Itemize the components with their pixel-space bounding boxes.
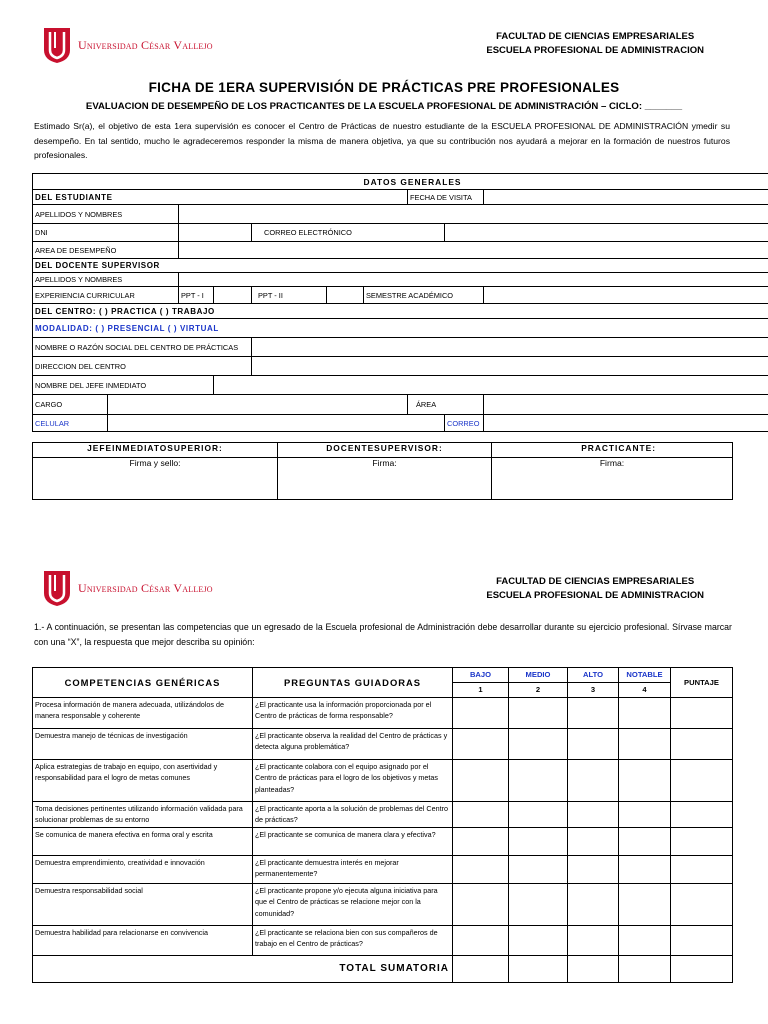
sig-jefe-header: JEFEINMEDIATOSUPERIOR: [33, 443, 278, 458]
total-bajo-cell[interactable] [453, 955, 509, 982]
faculty-name-2: FACULTAD DE CIENCIAS EMPRESARIALES [496, 576, 695, 587]
rating-cell-alto[interactable] [568, 728, 619, 759]
col-puntaje: PUNTAJE [671, 668, 733, 698]
rating-cell-bajo[interactable] [453, 697, 509, 728]
rating-cell-notable[interactable] [619, 697, 671, 728]
semestre-label: SEMESTRE ACADÉMICO [364, 287, 484, 304]
fecha-visita-label: FECHA DE VISITA [408, 190, 484, 205]
section-estudiante: DEL ESTUDIANTE [33, 190, 408, 205]
level-4-num: 4 [619, 683, 671, 698]
rating-cell-bajo[interactable] [453, 855, 509, 883]
competencies-table [32, 667, 733, 983]
rating-cell-notable[interactable] [619, 827, 671, 855]
signature-table [32, 442, 733, 500]
rating-cell-medio[interactable] [509, 883, 568, 925]
pregunta-cell: ¿El practicante se relaciona bien con sus compañeros de trabajo en el Centro de prácticas? [253, 925, 453, 955]
shield-icon [42, 569, 72, 607]
level-alto: ALTO [568, 668, 619, 683]
sig-docente-field[interactable]: Firma: [278, 458, 492, 500]
total-puntaje-cell[interactable] [671, 955, 733, 982]
puntaje-cell[interactable] [671, 697, 733, 728]
rating-cell-medio[interactable] [509, 728, 568, 759]
jefe-label: NOMBRE DEL JEFE INMEDIATO [33, 376, 214, 395]
competencia-cell: Demuestra responsabilidad social [33, 883, 253, 925]
puntaje-cell[interactable] [671, 801, 733, 827]
dni-field[interactable] [179, 224, 252, 242]
razon-social-label: NOMBRE O RAZÓN SOCIAL DEL CENTRO DE PRÁCTICAS [33, 338, 252, 357]
ppt2-field[interactable] [327, 287, 364, 304]
university-name-2: Universidad César Vallejo [78, 580, 213, 595]
ppt1-field[interactable] [214, 287, 252, 304]
form-title: FICHA DE 1ERA SUPERVISIÓN DE PRÁCTICAS PRE PROFESIONALES [148, 80, 620, 95]
general-data-table [32, 173, 768, 432]
direccion-label: DIRECCION DEL CENTRO [33, 357, 252, 376]
rating-cell-bajo[interactable] [453, 883, 509, 925]
celular-field[interactable] [108, 415, 445, 432]
level-2-num: 2 [509, 683, 568, 698]
razon-social-field[interactable] [252, 338, 768, 357]
puntaje-cell[interactable] [671, 883, 733, 925]
puntaje-cell[interactable] [671, 728, 733, 759]
table-row [33, 801, 733, 827]
level-1-num: 1 [453, 683, 509, 698]
faculty-header [486, 30, 704, 58]
competencia-cell: Demuestra emprendimiento, creatividad e innovación [33, 855, 253, 883]
ppt1-label: PPT - I [179, 287, 214, 304]
faculty-name: FACULTAD DE CIENCIAS EMPRESARIALES [496, 31, 695, 42]
sig-practicante-header: PRACTICANTE: [492, 443, 733, 458]
faculty-header-2 [486, 575, 704, 603]
table-row [33, 883, 733, 925]
rating-cell-alto[interactable] [568, 925, 619, 955]
table-row [33, 728, 733, 759]
area-field[interactable] [484, 395, 768, 415]
rating-cell-alto[interactable] [568, 855, 619, 883]
rating-cell-notable[interactable] [619, 728, 671, 759]
rating-cell-alto[interactable] [568, 697, 619, 728]
teacher-name-field[interactable] [179, 273, 768, 287]
level-3-num: 3 [568, 683, 619, 698]
university-logo-2 [42, 569, 213, 607]
level-bajo: BAJO [453, 668, 509, 683]
rating-cell-alto[interactable] [568, 801, 619, 827]
teacher-name-label: APELLIDOS Y NOMBRES [33, 273, 179, 287]
area-desempeno-field[interactable] [179, 242, 768, 259]
area-label: ÁREA [408, 395, 484, 415]
puntaje-cell[interactable] [671, 925, 733, 955]
rating-cell-bajo[interactable] [453, 728, 509, 759]
level-notable: NOTABLE [619, 668, 671, 683]
direccion-field[interactable] [252, 357, 768, 376]
student-name-field[interactable] [179, 205, 768, 224]
rating-cell-notable[interactable] [619, 801, 671, 827]
rating-cell-medio[interactable] [509, 925, 568, 955]
rating-cell-bajo[interactable] [453, 925, 509, 955]
intro-paragraph: Estimado Sr(a), el objetivo de esta 1era supervisión es conocer el Centro de Prácticas de nuestro estudiante de la ESCUELA PROFESIONAL DE ADMINISTRACIÓN ymedir su desempeño. En tal sentido, mucho le agradeceremos responder la misma de manera objetiva, ya que su contribución nos ayudará a mejorar en la formación de nuestros futuros profesionales. [34, 121, 730, 160]
total-alto-cell[interactable] [568, 955, 619, 982]
correo-label: CORREO [445, 415, 484, 432]
school-name-2: ESCUELA PROFESIONAL DE ADMINISTRACION [486, 590, 704, 601]
rating-cell-notable[interactable] [619, 925, 671, 955]
cargo-label: CARGO [33, 395, 108, 415]
correo-field[interactable] [484, 415, 768, 432]
rating-cell-alto[interactable] [568, 883, 619, 925]
total-medio-cell[interactable] [509, 955, 568, 982]
pregunta-cell: ¿El practicante usa la información proporcionada por el Centro de prácticas de forma responsable? [253, 697, 453, 728]
semestre-field[interactable] [484, 287, 768, 304]
table-row [33, 855, 733, 883]
col-competencias: COMPETENCIAS GENÉRICAS [33, 668, 253, 698]
fecha-visita-field[interactable] [484, 190, 768, 205]
competencia-cell: Demuestra manejo de técnicas de investigación [33, 728, 253, 759]
sig-docente-header: DOCENTESUPERVISOR: [278, 443, 492, 458]
form-subtitle: EVALUACION DE DESEMPEÑO DE LOS PRACTICANTES DE LA ESCUELA PROFESIONAL DE ADMINISTRACIÓN – CICLO: _______ [85, 101, 683, 112]
rating-cell-medio[interactable] [509, 801, 568, 827]
level-medio: MEDIO [509, 668, 568, 683]
jefe-field[interactable] [214, 376, 768, 395]
pregunta-cell: ¿El practicante colabora con el equipo asignado por el Centro de prácticas para el logro de los objetivos y metas planteadas? [253, 759, 453, 801]
datos-generales-header: DATOS GENERALES [33, 174, 768, 190]
rating-cell-notable[interactable] [619, 855, 671, 883]
competencia-cell: Toma decisiones pertinentes utilizando información validada para solucionar problemas de su entorno [33, 801, 253, 827]
competencies-intro: 1.- A continuación, se presentan las competencias que un egresado de la Escuela profesional de Administración debe desarrollar durante su ejercicio profesional. Sírvase marcar con una “X”, la respuesta que mejor describa su opinión: [34, 622, 732, 647]
rating-cell-alto[interactable] [568, 759, 619, 801]
experiencia-label: EXPERIENCIA CURRICULAR [33, 287, 179, 304]
ppt2-label: PPT - II [252, 287, 327, 304]
sig-practicante-field[interactable]: Firma: [492, 458, 733, 500]
table-row [33, 759, 733, 801]
competencia-cell: Procesa información de manera adecuada, utilizándolos de manera responsable y coherente [33, 697, 253, 728]
competencia-cell: Aplica estrategias de trabajo en equipo, con asertividad y responsabilidad para el logro de metas comunes [33, 759, 253, 801]
rating-cell-notable[interactable] [619, 883, 671, 925]
rating-cell-bajo[interactable] [453, 759, 509, 801]
section-centro: DEL CENTRO: ( ) PRACTICA ( ) TRABAJO [33, 304, 768, 319]
rating-cell-alto[interactable] [568, 827, 619, 855]
dni-label: DNI [33, 224, 179, 242]
rating-cell-medio[interactable] [509, 855, 568, 883]
pregunta-cell: ¿El practicante propone y/o ejecuta alguna iniciativa para que el Centro de prácticas se relacione mejor con la comunidad? [253, 883, 453, 925]
rating-cell-medio[interactable] [509, 759, 568, 801]
sig-jefe-field[interactable]: Firma y sello: [33, 458, 278, 500]
email-field[interactable] [445, 224, 768, 242]
shield-icon [42, 26, 72, 64]
table-row [33, 827, 733, 855]
rating-cell-medio[interactable] [509, 697, 568, 728]
competencia-cell: Se comunica de manera efectiva en forma oral y escrita [33, 827, 253, 855]
puntaje-cell[interactable] [671, 759, 733, 801]
rating-cell-medio[interactable] [509, 827, 568, 855]
pregunta-cell: ¿El practicante aporta a la solución de problemas del Centro de prácticas? [253, 801, 453, 827]
student-name-label: APELLIDOS Y NOMBRES [33, 205, 179, 224]
school-name: ESCUELA PROFESIONAL DE ADMINISTRACION [486, 45, 704, 56]
col-preguntas: PREGUNTAS GUIADORAS [253, 668, 453, 698]
pregunta-cell: ¿El practicante observa la realidad del Centro de prácticas y detecta alguna problemática? [253, 728, 453, 759]
competencia-cell: Demuestra habilidad para relacionarse en convivencia [33, 925, 253, 955]
email-label: CORREO ELECTRÓNICO [252, 224, 445, 242]
area-desempeno-label: AREA DE DESEMPEÑO [33, 242, 179, 259]
table-row [33, 697, 733, 728]
rating-cell-bajo[interactable] [453, 827, 509, 855]
university-logo [42, 26, 213, 64]
university-name: Universidad César Vallejo [78, 37, 213, 52]
pregunta-cell: ¿El practicante demuestra interés en mejorar permanentemente? [253, 855, 453, 883]
pregunta-cell: ¿El practicante se comunica de manera clara y efectiva? [253, 827, 453, 855]
cargo-field[interactable] [108, 395, 408, 415]
section-docente: DEL DOCENTE SUPERVISOR [33, 259, 768, 273]
celular-label: CELULAR [33, 415, 108, 432]
rating-cell-notable[interactable] [619, 759, 671, 801]
rating-cell-bajo[interactable] [453, 801, 509, 827]
puntaje-cell[interactable] [671, 827, 733, 855]
table-row [33, 925, 733, 955]
modalidad-row: MODALIDAD: ( ) PRESENCIAL ( ) VIRTUAL [33, 319, 768, 338]
total-notable-cell[interactable] [619, 955, 671, 982]
total-label: TOTAL SUMATORIA [33, 955, 453, 982]
puntaje-cell[interactable] [671, 855, 733, 883]
